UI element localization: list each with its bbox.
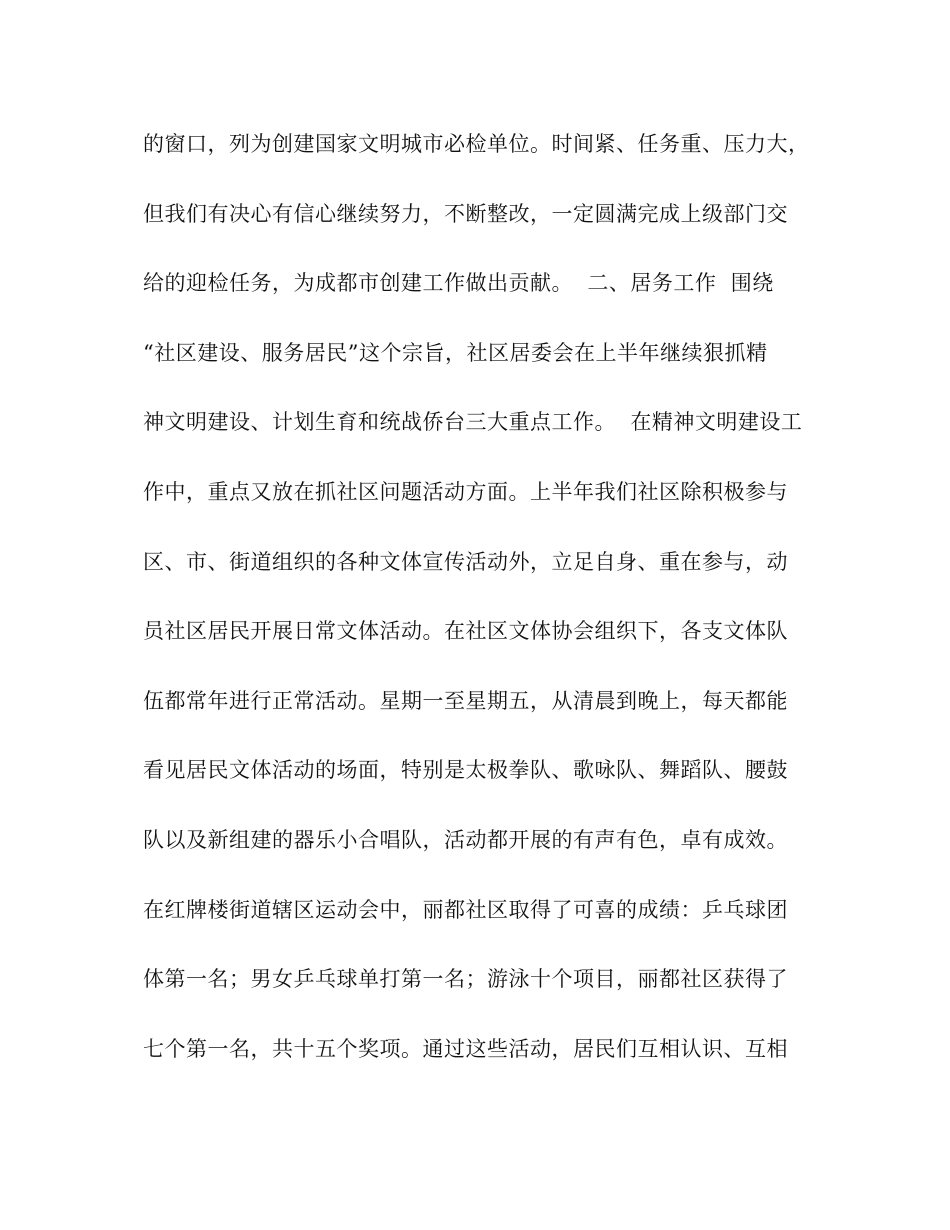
text-line-6: 作中，重点又放在抓社区问题活动方面。上半年我们社区除积极参与 — [143, 479, 788, 504]
text-line-9: 伍都常年进行正常活动。星期一至星期五，从清晨到晚上，每天都能 — [143, 688, 788, 713]
body-text — [143, 122, 813, 1096]
text-line-10: 看见居民文体活动的场面，特别是太极拳队、歌咏队、舞蹈队、腰鼓 — [143, 758, 788, 783]
text-line-1: 的窗口，列为创建国家文明城市必检单位。时间紧、任务重、压力大， — [143, 132, 810, 156]
text-line-12: 在红牌楼街道辖区运动会中，丽都社区取得了可喜的成绩：乒乓球团 — [143, 897, 788, 922]
text-line-8: 员社区居民开展日常文体活动。在社区文体协会组织下，各支文体队 — [143, 619, 788, 644]
text-line-11: 队以及新组建的器乐小合唱队，活动都开展的有声有色，卓有成效。 — [143, 827, 788, 852]
text-line-5: 神文明建设、计划生育和统战侨台三大重点工作。 在精神文明建设工 — [143, 410, 803, 435]
text-line-14: 七个第一名，共十五个奖项。通过这些活动，居民们互相认识、互相 — [143, 1036, 788, 1061]
text-line-4: “社区建设、服务居民”这个宗旨，社区居委会在上半年继续狠抓精 — [143, 340, 768, 365]
text-line-13: 体第一名；男女乒乓球单打第一名；游泳十个项目，丽都社区获得了 — [143, 967, 788, 992]
text-line-2: 但我们有决心有信心继续努力，不断整改，一定圆满完成上级部门交 — [143, 201, 788, 226]
text-line-7: 区、市、街道组织的各种文体宣传活动外，立足自身、重在参与，动 — [143, 549, 788, 574]
text-line-3: 给的迎检任务，为成都市创建工作做出贡献。 二、居务工作 围绕 — [143, 271, 774, 296]
